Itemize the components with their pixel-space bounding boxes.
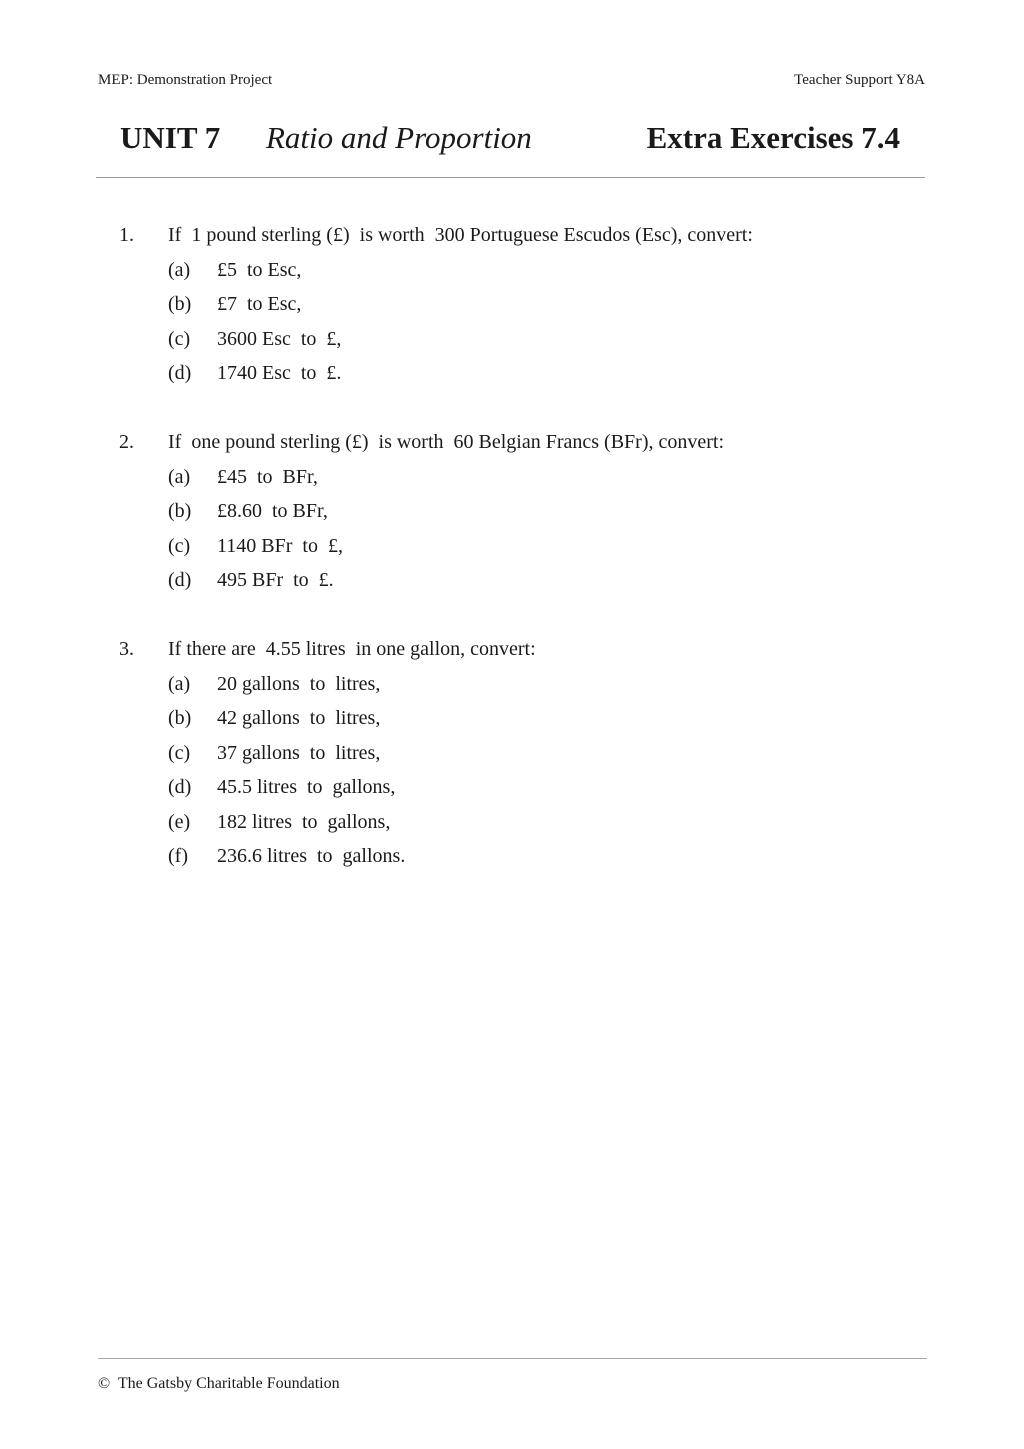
title-divider (96, 177, 925, 178)
question-part (0, 326, 1024, 361)
unit-topic: Ratio and Proportion (266, 120, 532, 155)
part-label: (c) (168, 327, 191, 350)
unit-number: UNIT 7 (120, 120, 221, 155)
part-label: (e) (168, 810, 191, 833)
question-number: 1. (119, 224, 134, 246)
part-text: 182 litres to gallons, (217, 810, 391, 833)
question-stem: If there are 4.55 litres in one gallon, convert: (168, 638, 536, 660)
part-text: 495 BFr to £. (217, 569, 334, 591)
question-part (0, 843, 1024, 878)
question-stem: If 1 pound sterling (£) is worth 300 Portuguese Escudos (Esc), convert: (168, 224, 753, 246)
question-part (0, 360, 1024, 395)
question-part (0, 809, 1024, 844)
question-list (0, 222, 1024, 912)
part-label: (b) (168, 293, 192, 315)
exercise-title: Extra Exercises 7.4 (646, 120, 900, 155)
question-part (0, 567, 1024, 602)
question-2 (0, 429, 1024, 602)
part-label: (d) (168, 776, 192, 798)
question-part (0, 705, 1024, 740)
part-label: (d) (168, 569, 192, 591)
part-text: 3600 Esc to £, (217, 327, 342, 350)
part-label: (c) (168, 534, 191, 557)
part-text: 45.5 litres to gallons, (217, 776, 396, 798)
part-label: (a) (168, 672, 191, 695)
question-part (0, 257, 1024, 292)
part-label: (a) (168, 465, 191, 488)
question-stem-line (0, 222, 1024, 257)
question-part (0, 740, 1024, 775)
question-3 (0, 636, 1024, 878)
part-text: £8.60 to BFr, (217, 500, 328, 522)
part-text: 37 gallons to litres, (217, 741, 381, 764)
part-label: (c) (168, 741, 191, 764)
part-label: (b) (168, 500, 192, 522)
part-text: £7 to Esc, (217, 293, 302, 315)
question-part (0, 498, 1024, 533)
question-number: 3. (119, 638, 134, 660)
question-stem-line (0, 636, 1024, 671)
part-text: £5 to Esc, (217, 258, 302, 281)
part-text: £45 to BFr, (217, 465, 318, 488)
question-part (0, 464, 1024, 499)
part-text: 1740 Esc to £. (217, 362, 342, 384)
part-label: (d) (168, 362, 192, 384)
part-label: (f) (168, 845, 188, 867)
question-1 (0, 222, 1024, 395)
part-text: 20 gallons to litres, (217, 672, 381, 695)
question-part (0, 291, 1024, 326)
question-part (0, 671, 1024, 706)
header-project-name: MEP: Demonstration Project (98, 72, 273, 88)
header-course-name: Teacher Support Y8A (794, 72, 925, 88)
part-text: 1140 BFr to £, (217, 534, 343, 557)
question-part (0, 774, 1024, 809)
question-stem-line (0, 429, 1024, 464)
question-part (0, 533, 1024, 568)
part-text: 42 gallons to litres, (217, 707, 381, 729)
footer-copyright: © The Gatsby Charitable Foundation (98, 1375, 340, 1392)
question-number: 2. (119, 431, 134, 453)
part-label: (b) (168, 707, 192, 729)
footer-divider (98, 1358, 927, 1359)
part-text: 236.6 litres to gallons. (217, 845, 406, 867)
part-label: (a) (168, 258, 191, 281)
question-stem: If one pound sterling (£) is worth 60 Belgian Francs (BFr), convert: (168, 431, 725, 453)
